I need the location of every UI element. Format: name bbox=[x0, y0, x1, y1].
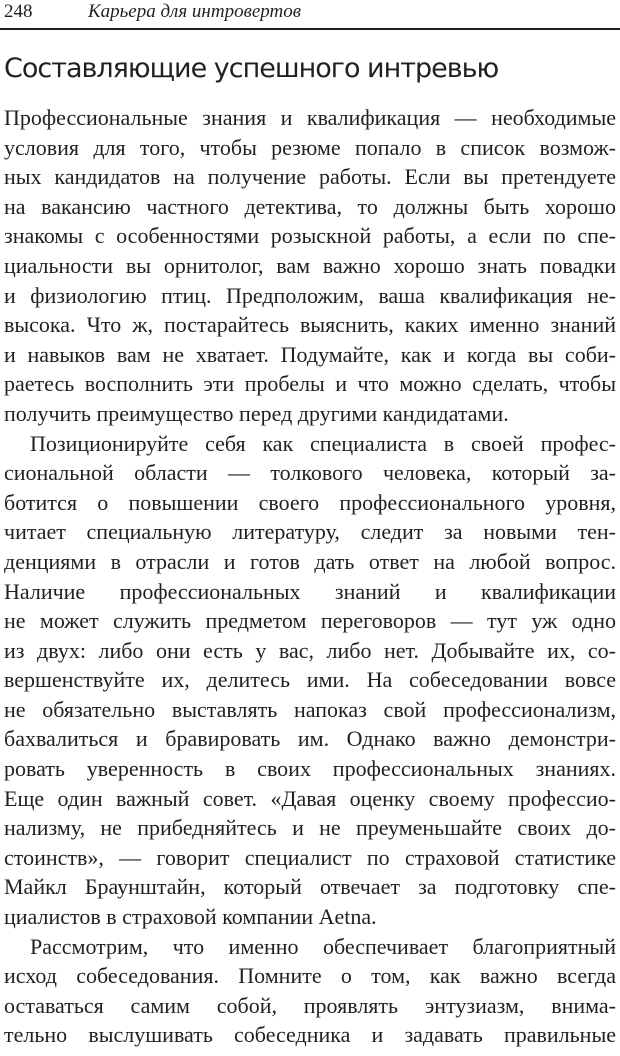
running-header bbox=[4, 0, 616, 27]
text-line: читает специальную литературу, следит за новыми тен- bbox=[4, 519, 616, 545]
text-line: бахвалиться и бравировать им. Однако важно демонстри- bbox=[4, 726, 616, 752]
section-title: Составляющие успешного интревью bbox=[4, 53, 499, 84]
body-text bbox=[4, 103, 616, 1050]
text-line: не может служить предметом переговоров — тут уж одно bbox=[4, 608, 616, 634]
text-line: нализму, не прибедняйтесь и не преуменьшайте своих до- bbox=[4, 815, 616, 841]
text-line: тельно выслушивать собеседника и задавать правильные bbox=[4, 1022, 616, 1048]
text-line: Майкл Браунштайн, который отвечает за подготовку спе- bbox=[4, 874, 616, 900]
text-line: Профессиональные знания и квалификация — необходимые bbox=[4, 105, 616, 130]
text-line: стоинств», — говорит специалист по страховой статистике bbox=[4, 844, 616, 870]
text-line: Позиционируйте себя как специалиста в своей профес- bbox=[30, 430, 616, 456]
text-line: ных кандидатов на получение работы. Если вы претендуете bbox=[4, 164, 616, 190]
text-line: исход собеседования. Помните о том, как важно всегда bbox=[4, 963, 616, 989]
page-number: 248 bbox=[4, 1, 33, 22]
paragraph bbox=[4, 429, 616, 932]
text-line: денциями в отрасли и готов дать ответ на любой вопрос. bbox=[4, 548, 616, 574]
running-title: Карьера для интровертов bbox=[88, 1, 301, 22]
text-line: ровать уверенность в своих профессиональных знаниях. bbox=[4, 756, 616, 782]
text-line: знакомы с особенностями розыскной работы, а если по спе- bbox=[4, 223, 616, 249]
text-line: высока. Что ж, постарайтесь выяснить, каких именно знаний bbox=[4, 312, 616, 338]
text-line: из двух: либо они есть у вас, либо нет. Добывайте их, со- bbox=[4, 637, 616, 663]
text-line: раетесь восполнить эти пробелы и что можно сделать, чтобы bbox=[4, 371, 616, 397]
text-line: циалистов в страховой компании Aetna. bbox=[4, 904, 377, 930]
text-line: и физиологию птиц. Предположим, ваша квалификация не- bbox=[4, 282, 616, 308]
header-rule bbox=[0, 28, 620, 30]
text-line: оставаться самим собой, проявлять энтузиазм, внима- bbox=[4, 992, 616, 1018]
text-line: на вакансию частного детектива, то должны быть хорошо bbox=[4, 193, 616, 219]
text-line: и навыков вам не хватает. Подумайте, как и когда вы соби- bbox=[4, 341, 616, 367]
text-line: Рассмотрим, что именно обеспечивает благоприятный bbox=[30, 933, 616, 959]
text-line: сиональной области — толкового человека, который за- bbox=[4, 460, 616, 486]
text-line: не обязательно выставлять напоказ свой профессионализм, bbox=[4, 696, 616, 722]
text-line: условия для того, чтобы резюме попало в список возмож- bbox=[4, 134, 616, 160]
text-line: ботится о повышении своего профессионального уровня, bbox=[4, 489, 616, 515]
text-line: циальности вы орнитолог, вам важно хорошо знать повадки bbox=[4, 252, 616, 278]
text-line: вершенствуйте их, делитесь ими. На собеседовании вовсе bbox=[4, 667, 616, 693]
paragraph bbox=[4, 932, 616, 1050]
text-line: Еще один важный совет. «Давая оценку своему профессио- bbox=[4, 785, 616, 811]
text-line: получить преимущество перед другими кандидатами. bbox=[4, 400, 509, 426]
paragraph bbox=[4, 103, 616, 429]
text-line: Наличие профессиональных знаний и квалификации bbox=[4, 578, 616, 604]
